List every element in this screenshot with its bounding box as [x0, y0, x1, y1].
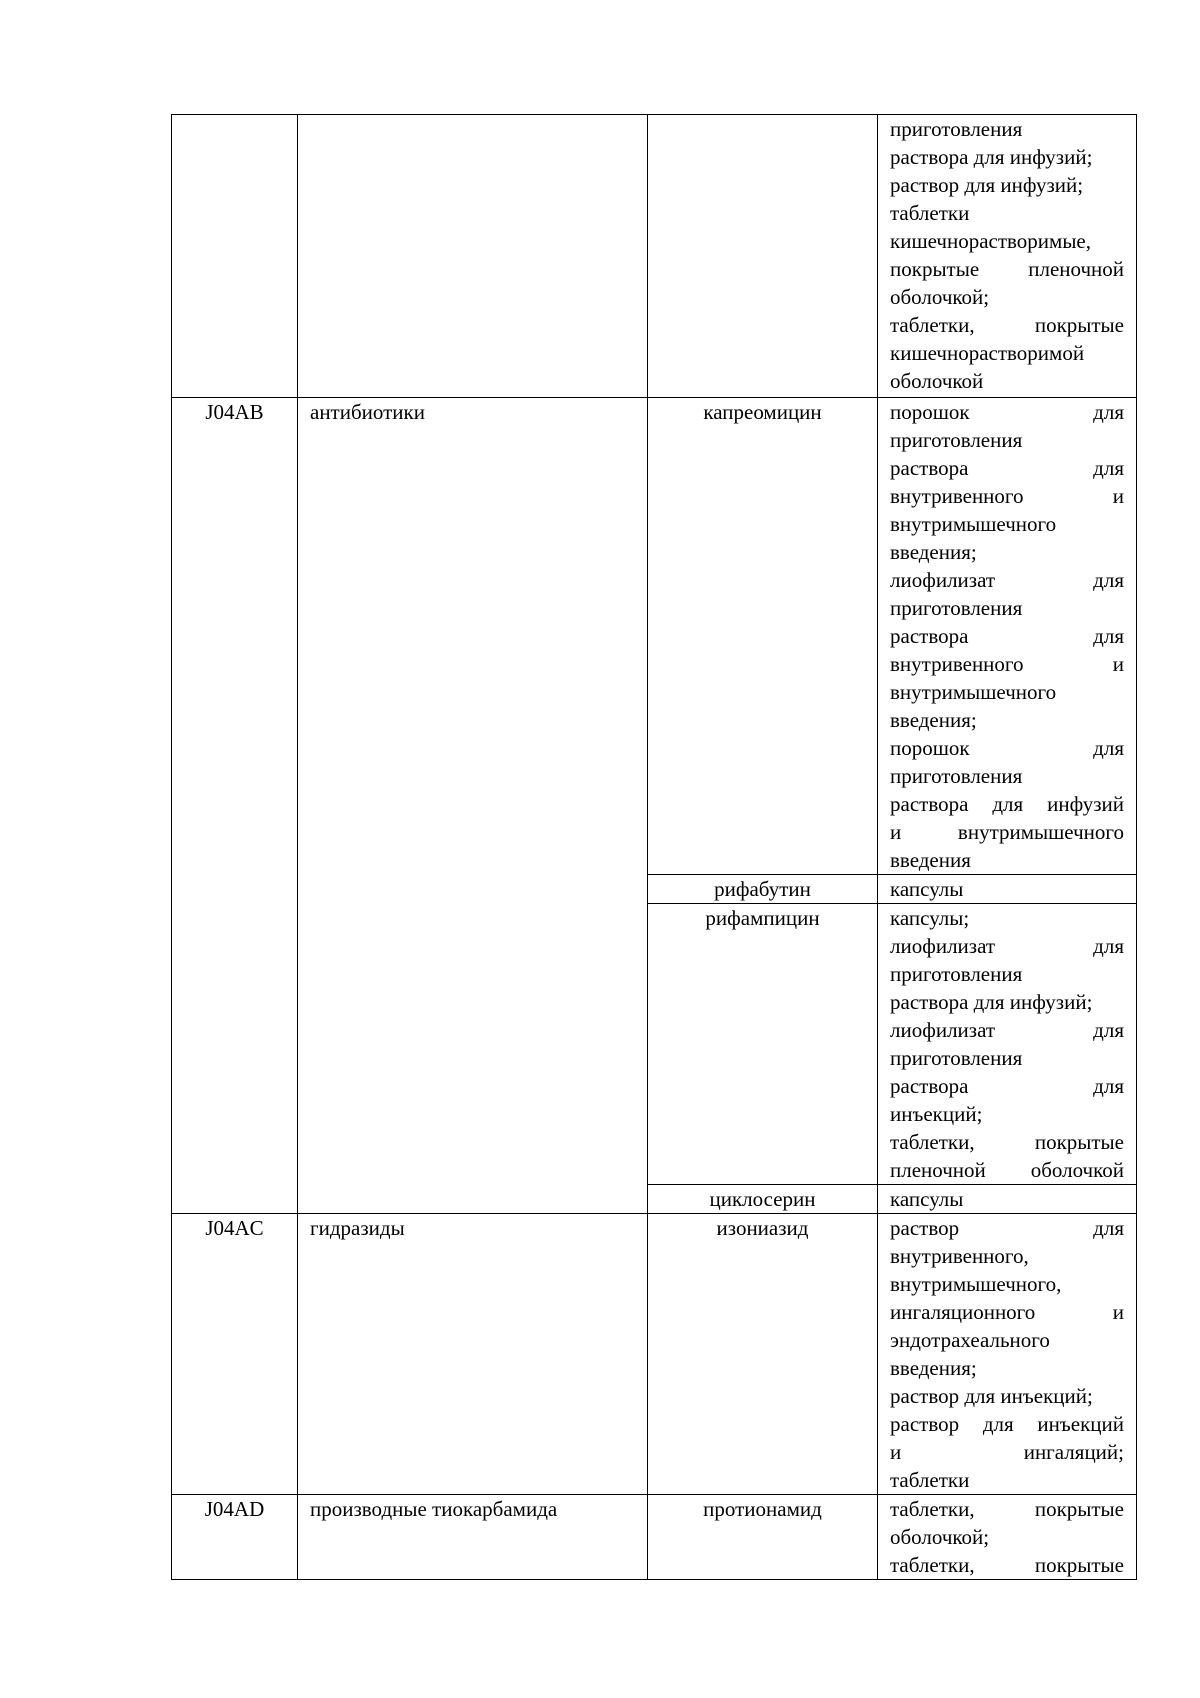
- dosage-form-line: внутривенного и: [890, 484, 1124, 508]
- dosage-form-line: покрытые пленочной: [890, 257, 1124, 281]
- dosage-form-line: введения: [890, 848, 971, 872]
- dosage-form-line: и ингаляций;: [890, 1440, 1124, 1464]
- dosage-form-line: порошок для: [890, 736, 1124, 760]
- dosage-form-line: раствор для инфузий;: [890, 173, 1084, 197]
- dosage-form-line: кишечнорастворимой: [890, 341, 1085, 365]
- drug-name-cell: изониазид: [648, 1214, 878, 1495]
- dosage-form-line: кишечнорастворимые,: [890, 229, 1092, 253]
- drug-name-cell: протионамид: [648, 1495, 878, 1580]
- dosage-form-line: пленочной оболочкой: [890, 1158, 1124, 1182]
- dosage-form-line: лиофилизат для: [890, 1018, 1124, 1042]
- dosage-form-line: внутривенного и: [890, 652, 1124, 676]
- dosage-form-line: таблетки, покрытые: [890, 313, 1124, 337]
- dosage-form-line: введения;: [890, 1356, 977, 1380]
- dosage-form-line: внутримышечного,: [890, 1272, 1062, 1296]
- table-row: [172, 398, 1137, 875]
- dosage-form-line: внутримышечного: [890, 680, 1057, 704]
- dosage-form-line: раствора для инфузий;: [890, 990, 1093, 1014]
- dosage-form-line: приготовления: [890, 428, 1023, 452]
- dosage-form-line: приготовления: [890, 1046, 1023, 1070]
- dosage-form-line: раствора для: [890, 456, 1124, 480]
- drug-name-cell: [648, 115, 878, 398]
- dosage-form-line: таблетки, покрытые: [890, 1497, 1124, 1521]
- dosage-form-line: внутривенного,: [890, 1244, 1029, 1268]
- dosage-form-line: приготовления: [890, 117, 1023, 141]
- dosage-form-cell: [878, 1185, 1137, 1214]
- atc-code-cell: J04AC: [172, 1214, 298, 1495]
- drug-name-cell: циклосерин: [648, 1185, 878, 1214]
- dosage-form-cell: [878, 1214, 1137, 1495]
- dosage-form-line: инъекций;: [890, 1102, 983, 1126]
- table-row: [172, 1214, 1137, 1495]
- dosage-form-line: раствор для инъекций: [890, 1412, 1124, 1436]
- atc-code-cell: J04AB: [172, 398, 298, 1214]
- dosage-form-line: таблетки, покрытые: [890, 1130, 1124, 1154]
- dosage-form-cell: [878, 904, 1137, 1185]
- group-cell: антибиотики: [298, 398, 648, 1214]
- dosage-form-line: оболочкой;: [890, 285, 990, 309]
- dosage-form-cell: [878, 1495, 1137, 1580]
- dosage-form-cell: [878, 115, 1137, 398]
- dosage-form-line: раствор для: [890, 1216, 1124, 1240]
- dosage-form-line: приготовления: [890, 596, 1023, 620]
- dosage-form-line: введения;: [890, 708, 977, 732]
- atc-code-cell: [172, 115, 298, 398]
- dosage-form-line: и внутримышечного: [890, 820, 1124, 844]
- dosage-form-cell: [878, 398, 1137, 875]
- drug-name-cell: капреомицин: [648, 398, 878, 875]
- drug-name-cell: рифабутин: [648, 875, 878, 904]
- group-cell: гидразиды: [298, 1214, 648, 1495]
- dosage-form-line: лиофилизат для: [890, 568, 1124, 592]
- dosage-form-line: лиофилизат для: [890, 934, 1124, 958]
- dosage-form-line: эндотрахеального: [890, 1328, 1050, 1352]
- dosage-form-line: капсулы: [890, 1187, 964, 1211]
- dosage-form-line: приготовления: [890, 962, 1023, 986]
- table-row: [172, 1495, 1137, 1580]
- dosage-form-line: оболочкой: [890, 369, 984, 393]
- dosage-form-line: капсулы;: [890, 906, 970, 930]
- dosage-form-line: введения;: [890, 540, 977, 564]
- drug-list-table: [171, 114, 1137, 1580]
- dosage-form-line: таблетки: [890, 201, 970, 225]
- atc-code-cell: J04AD: [172, 1495, 298, 1580]
- drug-name-cell: рифампицин: [648, 904, 878, 1185]
- dosage-form-line: раствора для инфузий;: [890, 145, 1093, 169]
- group-cell: [298, 115, 648, 398]
- dosage-form-line: порошок для: [890, 400, 1124, 424]
- dosage-form-cell: [878, 875, 1137, 904]
- dosage-form-line: оболочкой;: [890, 1525, 990, 1549]
- group-cell: производные тиокарбамида: [298, 1495, 648, 1580]
- dosage-form-line: внутримышечного: [890, 512, 1057, 536]
- dosage-form-line: приготовления: [890, 764, 1023, 788]
- dosage-form-line: раствора для: [890, 1074, 1124, 1098]
- dosage-form-line: раствора для инфузий: [890, 792, 1124, 816]
- dosage-form-line: раствор для инъекций;: [890, 1384, 1093, 1408]
- dosage-form-line: таблетки: [890, 1468, 970, 1492]
- dosage-form-line: капсулы: [890, 877, 964, 901]
- dosage-form-line: таблетки, покрытые: [890, 1553, 1124, 1577]
- dosage-form-line: ингаляционного и: [890, 1300, 1124, 1324]
- dosage-form-line: раствора для: [890, 624, 1124, 648]
- table-row: [172, 115, 1137, 398]
